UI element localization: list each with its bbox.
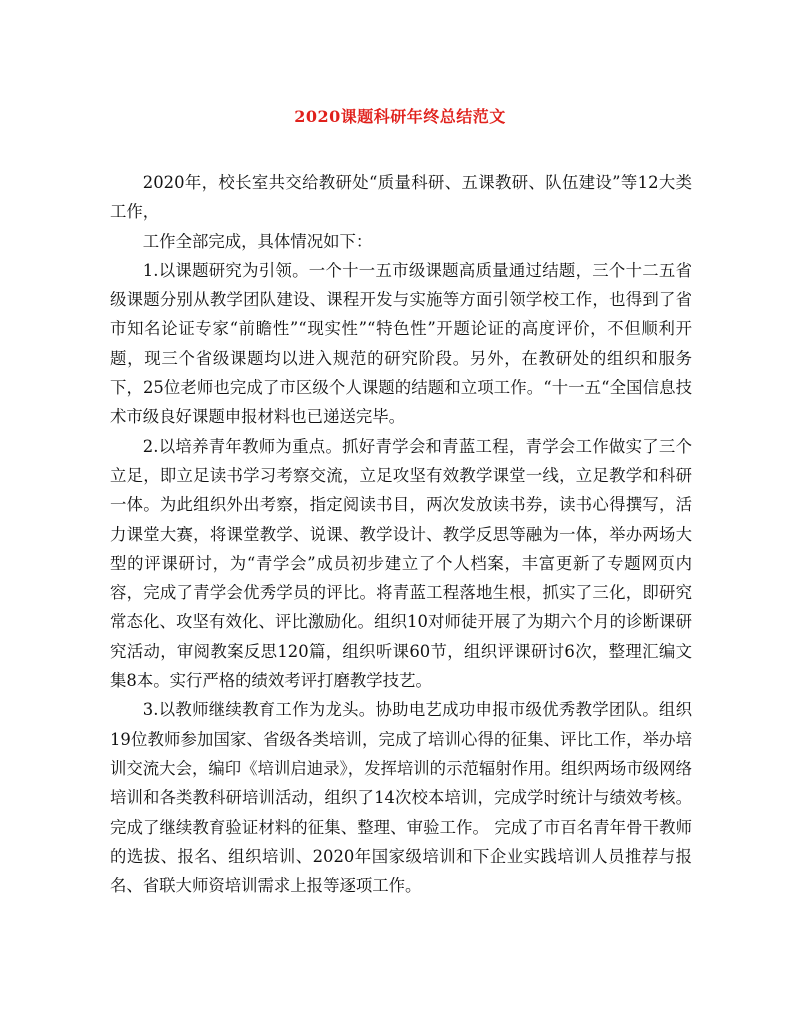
paragraph-summary: 工作全部完成，具体情况如下： <box>142 231 373 251</box>
paragraph-item-2: 2.以培养青年教师为重点。抓好青学会和青蓝工程，青学会工作做实了三个立足，即立足读书学习考察交流，立足攻坚有效教学课堂一线，立足教学和科研一体。为此组织外出考察，指定阅读书目，两次发放读书券，读书心得撰写，活力课堂大赛，将课堂教学、说课、教学设计、教学反思等融为一体，举办两场大型的评课研讨，为“青学会”成员初步建立了个人档案，丰富更新了专题网页内容，完成了青学会优秀学员的评比。将青蓝工程落地生根，抓实了三化，即研究常态化、攻坚有效化、评比激励化。组织10对师徒开展了为期六个月的诊断课研究活动，审阅教案反思120篇，组织听课60节，组织评课研讨6次，整理汇编文集8本。实行严格的绩效考评打磨教学技艺。 <box>110 436 692 691</box>
document-title: 2020课题科研年终总结范文 <box>294 107 506 126</box>
paragraph-intro: 2020年，校长室共交给教研处“质量科研、五课教研、队伍建设”等12大类工作， <box>110 173 692 222</box>
document-body <box>110 168 692 900</box>
paragraph-item-3: 3.以教师继续教育工作为龙头。协助电艺成功申报市级优秀教学团队。组织19位教师参加国家、省级各类培训，完成了培训心得的征集、评比工作，举办培训交流大会，编印《培训启迪录》，发挥培训的示范辐射作用。组织两场市级网络培训和各类教科研培训活动，组织了14次校本培训，完成学时统计与绩效考核。完成了继续教育验证材料的征集、整理、审验工作。 完成了市百名青年骨干教师的选拔、报名、组织培训、2020年国家级培训和下企业实践培训人员推荐与报名、省联大师资培训需求上报等逐项工作。 <box>110 700 692 896</box>
paragraph-item-1: 1.以课题研究为引领。一个十一五市级课题高质量通过结题，三个十二五省级课题分别从教学团队建设、课程开发与实施等方面引领学校工作，也得到了省市知名论证专家“前瞻性”“现实性”“特色性”开题论证的高度评价，不但顺利开题，现三个省级课题均以进入规范的研究阶段。另外，在教研处的组织和服务下，25位老师也完成了市区级个人课题的结题和立项工作。“十一五“全国信息技术市级良好课题申报材料也已递送完毕。 <box>110 260 692 427</box>
